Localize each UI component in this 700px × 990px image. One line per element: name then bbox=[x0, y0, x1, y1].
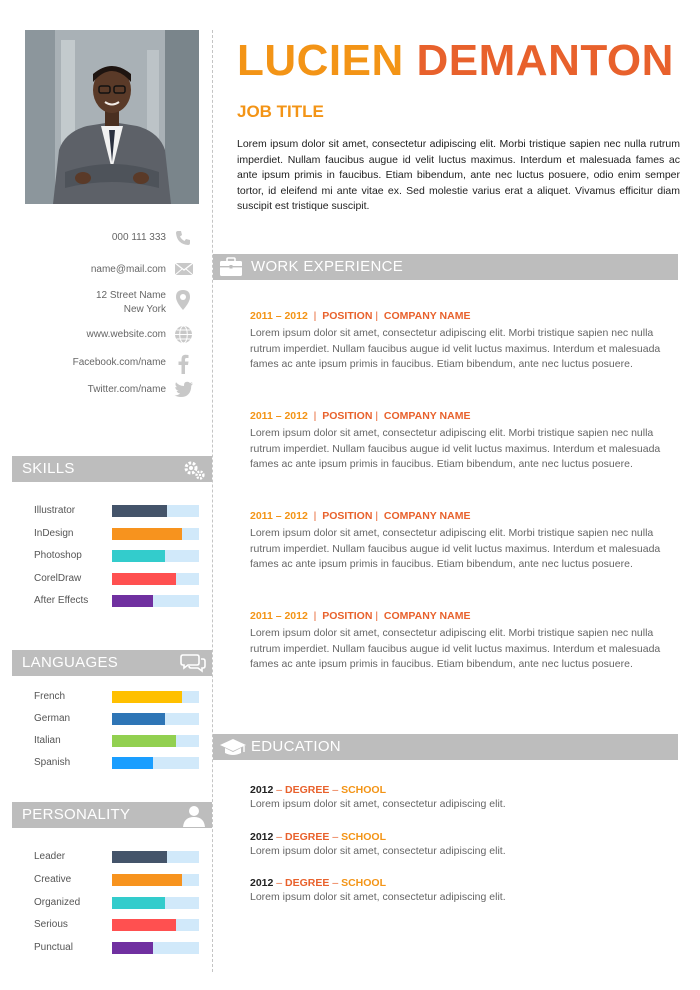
education-school: SCHOOL bbox=[341, 877, 386, 889]
skills-bar-fill bbox=[112, 595, 153, 607]
personality-row bbox=[20, 873, 200, 887]
education-heading bbox=[250, 876, 670, 890]
languages-bar-fill bbox=[112, 713, 165, 725]
education-entry bbox=[250, 876, 670, 905]
education-school: SCHOOL bbox=[341, 830, 386, 843]
contact-phone: 000 111 333 bbox=[111, 232, 166, 243]
education-year: 2012 bbox=[250, 830, 274, 843]
separator: | bbox=[375, 610, 379, 622]
personality-row bbox=[20, 850, 200, 864]
personality-label: Creative bbox=[34, 873, 72, 885]
languages-row bbox=[20, 756, 200, 770]
languages-row bbox=[20, 690, 200, 704]
languages-bar-track bbox=[112, 735, 199, 747]
skills-bar-fill bbox=[112, 505, 167, 517]
skills-bar-fill bbox=[112, 528, 182, 540]
work-dates: 2011 – 2012 bbox=[250, 310, 308, 322]
gears-icon bbox=[182, 459, 206, 490]
separator: | bbox=[313, 510, 317, 522]
education-heading bbox=[250, 830, 670, 844]
education-degree: DEGREE bbox=[285, 830, 330, 843]
personality-label: Serious bbox=[34, 919, 68, 931]
education-entry bbox=[250, 830, 670, 859]
skills-row bbox=[20, 572, 200, 586]
personality-bar-track bbox=[112, 919, 199, 931]
personality-bar-fill bbox=[112, 874, 182, 886]
languages-bar-track bbox=[112, 713, 199, 725]
languages-label: French bbox=[34, 691, 66, 702]
work-company: COMPANY NAME bbox=[383, 410, 471, 422]
skills-bar-track bbox=[112, 505, 199, 517]
personality-label: Leader bbox=[34, 851, 66, 862]
personality-label: Punctual bbox=[34, 942, 73, 954]
skills-row bbox=[20, 504, 200, 518]
graduation-cap-icon bbox=[219, 737, 247, 766]
skills-bar-track bbox=[112, 528, 199, 540]
education-degree: DEGREE bbox=[285, 877, 330, 889]
work-entry-heading bbox=[250, 409, 670, 423]
work-entry bbox=[250, 309, 670, 373]
education-header bbox=[213, 734, 678, 760]
full-name bbox=[237, 36, 674, 86]
work-experience-header bbox=[213, 254, 678, 280]
work-company: COMPANY NAME bbox=[383, 510, 471, 522]
languages-bar-track bbox=[112, 691, 199, 703]
personality-label: Organized bbox=[34, 896, 81, 908]
speech-bubbles-icon bbox=[180, 653, 206, 682]
skills-title: SKILLS bbox=[22, 460, 75, 477]
personality-title: PERSONALITY bbox=[22, 806, 131, 823]
separator: | bbox=[375, 510, 379, 522]
map-pin-icon bbox=[175, 289, 191, 316]
work-entry-heading bbox=[250, 609, 670, 623]
separator: – bbox=[332, 830, 339, 843]
skills-bar-fill bbox=[112, 573, 176, 585]
personality-bar-fill bbox=[112, 942, 153, 954]
personality-row bbox=[20, 918, 200, 932]
education-description: Lorem ipsum dolor sit amet, consectetur adipiscing elit. bbox=[250, 891, 506, 903]
work-dates: 2011 – 2012 bbox=[250, 410, 308, 422]
skills-bar-track bbox=[112, 573, 199, 585]
work-entry bbox=[250, 409, 670, 473]
contact-address-line2: New York bbox=[123, 304, 166, 315]
skills-label: CorelDraw bbox=[34, 572, 82, 584]
work-dates: 2011 – 2012 bbox=[250, 610, 308, 622]
contact-address-line1: 12 Street Name bbox=[95, 290, 166, 301]
work-entry bbox=[250, 609, 670, 673]
skills-label: InDesign bbox=[34, 527, 74, 539]
separator: | bbox=[313, 310, 317, 322]
personality-bar-track bbox=[112, 874, 199, 886]
profile-photo bbox=[25, 30, 199, 204]
personality-bar-track bbox=[112, 942, 199, 954]
work-position: POSITION bbox=[322, 310, 373, 322]
separator: | bbox=[313, 410, 317, 422]
twitter-icon bbox=[174, 381, 194, 403]
languages-label: Spanish bbox=[34, 757, 71, 768]
skills-row bbox=[20, 549, 200, 563]
skills-label: Illustrator bbox=[34, 505, 76, 516]
work-description: Lorem ipsum dolor sit amet, consectetur adipiscing elit. Morbi tristique sapien nec nulla rutrum imperdiet. Nullam faucibus augue id velit luctus maximus. Interdum et malesuada fames ac ante ipsum primis in faucibus. Etiam bibendum, ante nec luctus posuere. bbox=[250, 527, 661, 570]
separator: | bbox=[375, 410, 379, 422]
work-position: POSITION bbox=[322, 610, 373, 622]
personality-bar-fill bbox=[112, 897, 165, 909]
person-icon bbox=[182, 805, 206, 836]
work-company: COMPANY NAME bbox=[383, 310, 471, 322]
contact-email: name@mail.com bbox=[90, 264, 166, 275]
education-year: 2012 bbox=[250, 877, 274, 889]
separator: – bbox=[276, 830, 283, 843]
skills-row bbox=[20, 527, 200, 541]
separator: | bbox=[313, 610, 317, 622]
last-name: DEMANTON bbox=[416, 36, 674, 85]
languages-row bbox=[20, 712, 200, 726]
skills-row bbox=[20, 594, 200, 608]
first-name: LUCIEN bbox=[237, 36, 404, 85]
education-year: 2012 bbox=[250, 784, 274, 796]
facebook-icon bbox=[177, 354, 189, 379]
work-description: Lorem ipsum dolor sit amet, consectetur adipiscing elit. Morbi tristique sapien nec nulla rutrum imperdiet. Nullam faucibus augue id velit luctus maximus. Interdum et malesuada fames ac ante ipsum primis in faucibus. Etiam bibendum, ante nec luctus posuere. bbox=[250, 627, 661, 670]
education-description: Lorem ipsum dolor sit amet, consectetur adipiscing elit. bbox=[250, 798, 506, 810]
separator: – bbox=[276, 784, 283, 796]
education-heading bbox=[250, 783, 670, 797]
globe-icon bbox=[174, 325, 193, 349]
personality-bar-track bbox=[112, 897, 199, 909]
envelope-icon bbox=[174, 261, 194, 282]
work-dates: 2011 – 2012 bbox=[250, 510, 308, 522]
work-entry-heading bbox=[250, 309, 670, 323]
phone-icon bbox=[174, 229, 192, 252]
languages-bar-fill bbox=[112, 691, 182, 703]
skills-bar-fill bbox=[112, 550, 165, 562]
languages-header bbox=[12, 650, 212, 676]
column-divider bbox=[212, 30, 213, 972]
work-entry-heading bbox=[250, 509, 670, 523]
education-degree: DEGREE bbox=[285, 784, 330, 796]
contact-website: www.website.com bbox=[86, 329, 166, 340]
personality-header bbox=[12, 802, 212, 828]
education-description: Lorem ipsum dolor sit amet, consectetur adipiscing elit. bbox=[250, 844, 506, 857]
job-title: JOB TITLE bbox=[237, 102, 324, 121]
personality-row bbox=[20, 896, 200, 910]
personality-bar-fill bbox=[112, 851, 167, 863]
skills-bar-track bbox=[112, 550, 199, 562]
separator: – bbox=[332, 877, 339, 889]
languages-bar-fill bbox=[112, 757, 153, 769]
separator: – bbox=[276, 877, 283, 889]
skills-header bbox=[12, 456, 212, 482]
work-experience-title: WORK EXPERIENCE bbox=[251, 258, 404, 275]
work-entry bbox=[250, 509, 670, 573]
briefcase-icon bbox=[219, 257, 243, 286]
skills-label: After Effects bbox=[34, 595, 89, 606]
work-company: COMPANY NAME bbox=[383, 610, 471, 622]
languages-title: LANGUAGES bbox=[22, 654, 119, 671]
languages-label: German bbox=[34, 713, 71, 724]
personality-bar-fill bbox=[112, 919, 176, 931]
personality-row bbox=[20, 941, 200, 955]
work-description: Lorem ipsum dolor sit amet, consectetur adipiscing elit. Morbi tristique sapien nec nulla rutrum imperdiet. Nullam faucibus augue id velit luctus maximus. Interdum et malesuada fames ac ante ipsum primis in faucibus. Etiam bibendum, ante nec luctus posuere. bbox=[250, 327, 661, 370]
work-position: POSITION bbox=[322, 510, 373, 522]
contact-facebook: Facebook.com/name bbox=[72, 357, 166, 368]
skills-bar-track bbox=[112, 595, 199, 607]
languages-bar-fill bbox=[112, 735, 176, 747]
skills-label: Photoshop bbox=[34, 550, 82, 561]
separator: | bbox=[375, 310, 379, 322]
contact-twitter: Twitter.com/name bbox=[87, 384, 166, 395]
work-description: Lorem ipsum dolor sit amet, consectetur adipiscing elit. Morbi tristique sapien nec nulla rutrum imperdiet. Nullam faucibus augue id velit luctus maximus. Interdum et malesuada fames ac ante ipsum primis in faucibus. Etiam bibendum, ante nec luctus posuere. bbox=[250, 427, 661, 470]
separator: – bbox=[332, 784, 339, 796]
languages-bar-track bbox=[112, 757, 199, 769]
work-position: POSITION bbox=[322, 410, 373, 422]
education-school: SCHOOL bbox=[341, 784, 386, 796]
education-entry bbox=[250, 783, 670, 812]
intro-paragraph: Lorem ipsum dolor sit amet, consectetur adipiscing elit. Morbi tristique sapien nec nulla rutrum imperdiet. Nullam faucibus augue id velit luctus maximus. Interdum et malesuada fames ac ante ipsum primis in faucibus. Etiam bibendum, ante nec luctus posuere, odio enim semper tortor, id eleifend mi ante vitae ex. Sed molestie varius erat a aliquet. Vivamus efficitur diam suscipit est tristique suscipit. bbox=[237, 138, 680, 212]
languages-label: Italian bbox=[34, 735, 61, 746]
languages-row bbox=[20, 734, 200, 748]
education-title: EDUCATION bbox=[251, 738, 341, 755]
personality-bar-track bbox=[112, 851, 199, 863]
